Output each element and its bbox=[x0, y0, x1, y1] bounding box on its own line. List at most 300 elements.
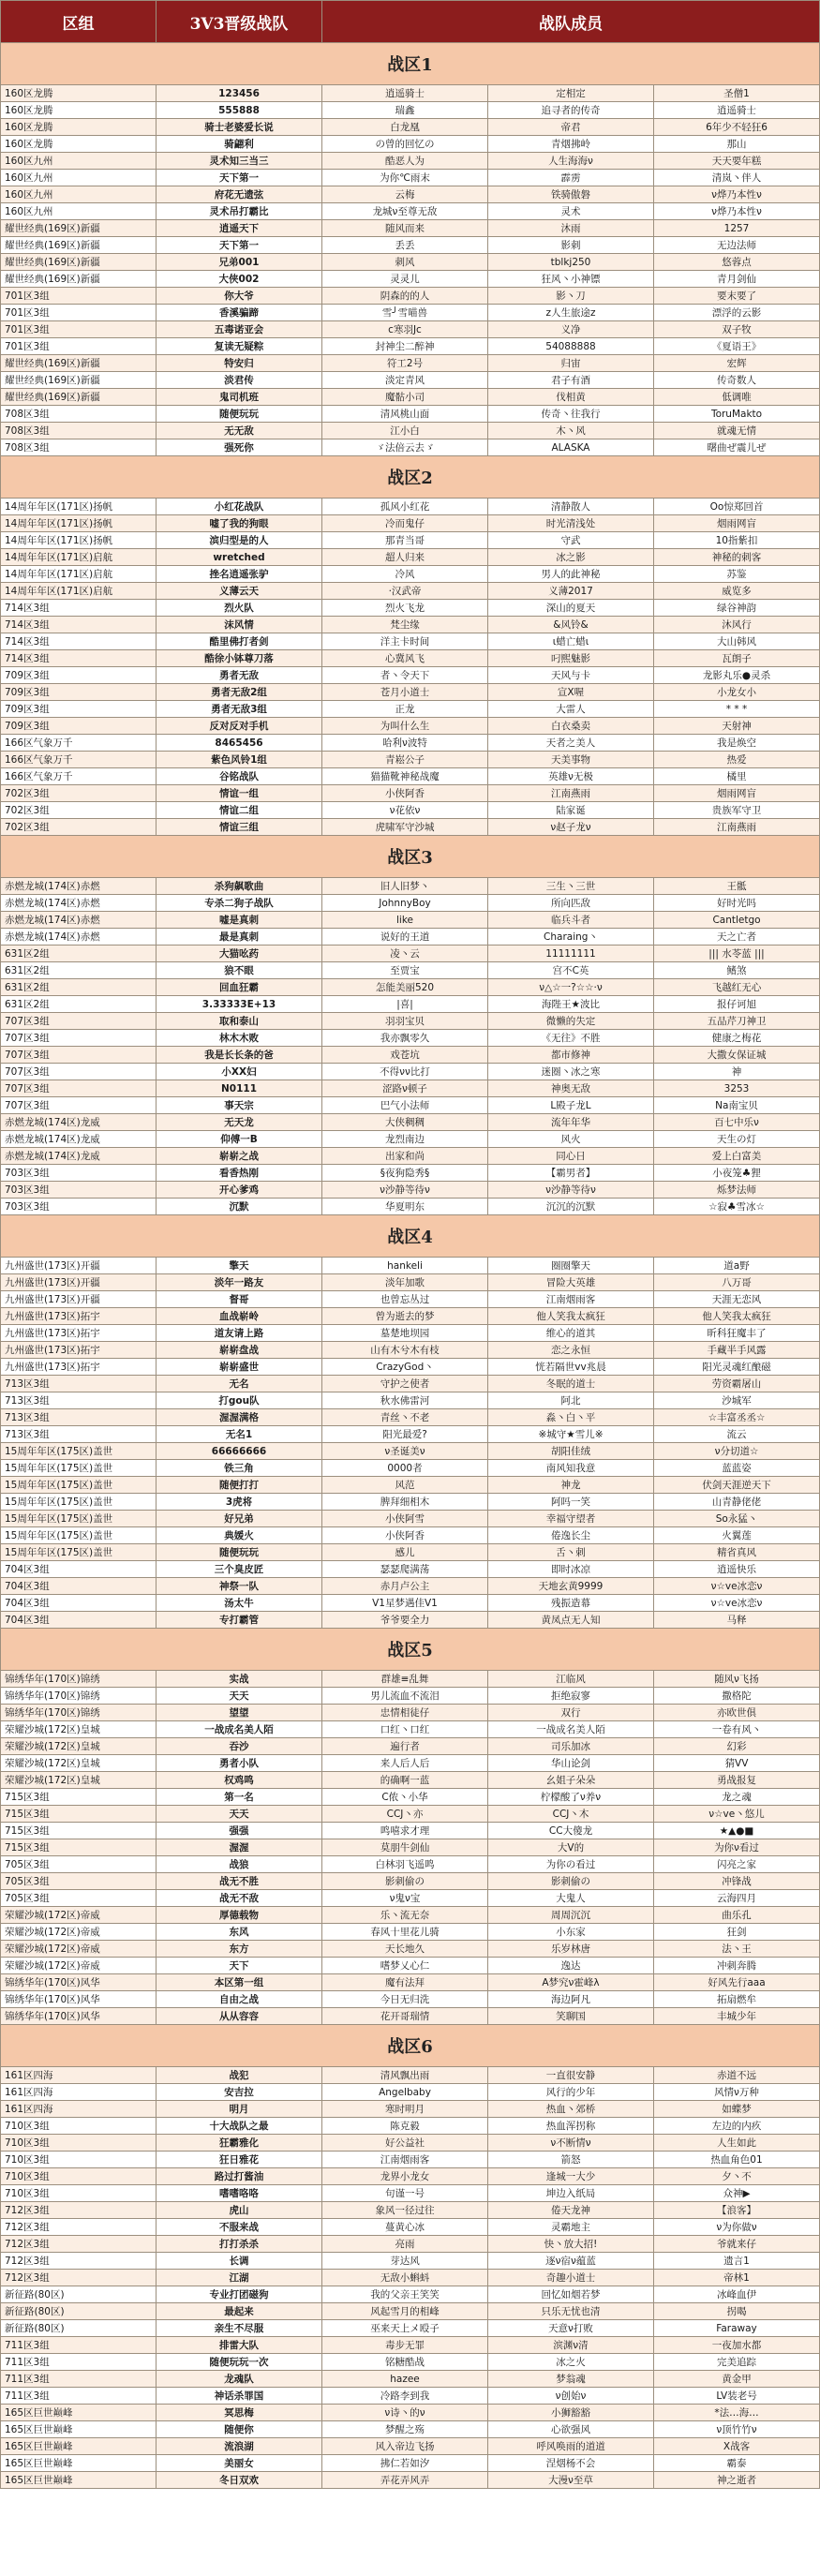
member-cell: 奇趣小道士 bbox=[488, 2270, 654, 2286]
member-cell: ToruMakto bbox=[654, 406, 820, 423]
member-cell: 君子有酒 bbox=[488, 372, 654, 389]
team-row bbox=[1, 1941, 820, 1958]
server-cell: 15周年年区(175区)盖世 bbox=[1, 1477, 157, 1494]
server-cell: 赤燃龙城(174区)赤燃 bbox=[1, 929, 157, 946]
team-name-cell: 打打杀杀 bbox=[157, 2236, 322, 2253]
member-cell: 就魂无情 bbox=[654, 423, 820, 439]
team-row bbox=[1, 2371, 820, 2388]
server-cell: 160区九州 bbox=[1, 186, 157, 203]
member-cell: 清岚丶伴人 bbox=[654, 170, 820, 186]
server-cell: 702区3组 bbox=[1, 819, 157, 836]
server-cell: 160区龙腾 bbox=[1, 102, 157, 119]
team-row bbox=[1, 2135, 820, 2152]
team-row bbox=[1, 895, 820, 912]
team-row bbox=[1, 119, 820, 136]
member-cell: 铭糖酷战 bbox=[322, 2354, 488, 2371]
team-name-cell: 汤太牛 bbox=[157, 1595, 322, 1612]
member-cell: 为你℃雨末 bbox=[322, 170, 488, 186]
member-cell: 回忆如烟若梦 bbox=[488, 2286, 654, 2303]
member-cell: 猜VV bbox=[654, 1755, 820, 1772]
member-cell: 热爱 bbox=[654, 752, 820, 768]
member-cell: 阿吗一笑 bbox=[488, 1494, 654, 1511]
member-cell: 倦逸长尘 bbox=[488, 1527, 654, 1544]
member-cell: 曲乐孔 bbox=[654, 1907, 820, 1924]
server-cell: 711区3组 bbox=[1, 2337, 157, 2354]
member-cell: 冰之火 bbox=[488, 2354, 654, 2371]
member-cell: ||| 水苓蓝 ||| bbox=[654, 946, 820, 962]
member-cell: hankeli bbox=[322, 1258, 488, 1274]
server-cell: 166区气象万千 bbox=[1, 768, 157, 785]
member-cell: 猫猫靴神秘战魔 bbox=[322, 768, 488, 785]
member-cell: 大鬼人 bbox=[488, 1890, 654, 1907]
team-row bbox=[1, 718, 820, 735]
team-row bbox=[1, 2152, 820, 2168]
member-cell: 10指紫扣 bbox=[654, 532, 820, 549]
team-row bbox=[1, 1114, 820, 1131]
member-cell: ν☆ve冰恋ν bbox=[654, 1578, 820, 1595]
member-cell: 百七中乐ν bbox=[654, 1114, 820, 1131]
member-cell: 江南烟雨客 bbox=[322, 2152, 488, 2168]
member-cell: 心冀风飞 bbox=[322, 650, 488, 667]
team-name-cell: 大侠002 bbox=[157, 271, 322, 288]
member-cell: 神 bbox=[654, 1064, 820, 1080]
team-row bbox=[1, 1409, 820, 1426]
member-cell: 伏剑天涯逆天下 bbox=[654, 1477, 820, 1494]
server-cell: 701区3组 bbox=[1, 338, 157, 355]
member-cell: 时光清浅处 bbox=[488, 515, 654, 532]
member-cell: 撒格陀 bbox=[654, 1688, 820, 1705]
member-cell: 报仔诃旭 bbox=[654, 996, 820, 1013]
member-cell: 勇战报复 bbox=[654, 1772, 820, 1789]
team-name-cell: 你大爷 bbox=[157, 288, 322, 305]
team-name-cell: 淡君传 bbox=[157, 372, 322, 389]
team-name-cell: 望望 bbox=[157, 1705, 322, 1721]
team-name-cell: 挫名逍遥张驴 bbox=[157, 566, 322, 583]
team-name-cell: 亲生不尽服 bbox=[157, 2320, 322, 2337]
member-cell: 【霸男者】 bbox=[488, 1165, 654, 1182]
member-cell: 白衣桑卖 bbox=[488, 718, 654, 735]
member-cell: 梦醒之殇 bbox=[322, 2421, 488, 2438]
team-name-cell: 龙魂队 bbox=[157, 2371, 322, 2388]
team-name-cell: 紫色风铃1组 bbox=[157, 752, 322, 768]
member-cell: 江南烟雨客 bbox=[488, 1291, 654, 1308]
member-cell: 飞越红无心 bbox=[654, 979, 820, 996]
member-cell: 遍行者 bbox=[322, 1738, 488, 1755]
server-cell: 赤燃龙城(174区)赤燃 bbox=[1, 878, 157, 895]
server-cell: 15周年年区(175区)盖世 bbox=[1, 1460, 157, 1477]
server-cell: 631区2组 bbox=[1, 996, 157, 1013]
member-cell: 一夜加水都 bbox=[654, 2337, 820, 2354]
member-cell: 法丶王 bbox=[654, 1941, 820, 1958]
member-cell: 同心日 bbox=[488, 1148, 654, 1165]
team-name-cell: 冬日双欢 bbox=[157, 2472, 322, 2489]
member-cell: 嗜梦乂心仁 bbox=[322, 1958, 488, 1974]
member-cell: 随风而来 bbox=[322, 220, 488, 237]
team-name-cell: 灵术吊打霸比 bbox=[157, 203, 322, 220]
team-row bbox=[1, 1258, 820, 1274]
member-cell: 悠蓉点 bbox=[654, 254, 820, 271]
team-name-cell: 逍遥天下 bbox=[157, 220, 322, 237]
server-cell: 715区3组 bbox=[1, 1823, 157, 1839]
team-name-cell: 随便玩玩 bbox=[157, 1544, 322, 1561]
team-row bbox=[1, 1991, 820, 2008]
team-name-cell: 酷徐小钵尊刀落 bbox=[157, 650, 322, 667]
server-cell: 708区3组 bbox=[1, 423, 157, 439]
member-cell: 戏苍坑 bbox=[322, 1047, 488, 1064]
team-name-cell: 天下 bbox=[157, 1958, 322, 1974]
server-cell: 锦绣华年(170区)风华 bbox=[1, 1974, 157, 1991]
member-cell: 白林羽飞遥鸣 bbox=[322, 1856, 488, 1873]
team-row bbox=[1, 2270, 820, 2286]
member-cell: 胡阳佳绒 bbox=[488, 1443, 654, 1460]
team-name-cell: 嗜嗜咯咯 bbox=[157, 2185, 322, 2202]
member-cell: 烟雨网盲 bbox=[654, 515, 820, 532]
member-cell: 狂风丶小神镖 bbox=[488, 271, 654, 288]
server-cell: 165区巨世巅峰 bbox=[1, 2421, 157, 2438]
team-row bbox=[1, 1671, 820, 1688]
team-name-cell: 小XX妇 bbox=[157, 1064, 322, 1080]
member-cell: 青丝丶不老 bbox=[322, 1409, 488, 1426]
server-cell: 荣耀沙城(172区)帝威 bbox=[1, 1907, 157, 1924]
member-cell: 爷爷要全力 bbox=[322, 1612, 488, 1629]
server-cell: 704区3组 bbox=[1, 1612, 157, 1629]
member-cell: 快丶放大招! bbox=[488, 2236, 654, 2253]
server-cell: 705区3组 bbox=[1, 1873, 157, 1890]
team-name-cell: 勇者无敌2组 bbox=[157, 684, 322, 701]
member-cell: 闪亮之家 bbox=[654, 1856, 820, 1873]
server-cell: 160区九州 bbox=[1, 170, 157, 186]
member-cell: 马释 bbox=[654, 1612, 820, 1629]
team-row bbox=[1, 819, 820, 836]
team-row bbox=[1, 1013, 820, 1030]
member-cell: §夜狗隐秀§ bbox=[322, 1165, 488, 1182]
team-name-cell: 随便你 bbox=[157, 2421, 322, 2438]
member-cell: ALASKA bbox=[488, 439, 654, 456]
roster-body bbox=[1, 43, 820, 2489]
team-row bbox=[1, 2320, 820, 2337]
member-cell: 赤道不远 bbox=[654, 2067, 820, 2084]
server-cell: 锦绣华年(170区)风华 bbox=[1, 2008, 157, 2025]
team-name-cell: 嘘了我的狗眼 bbox=[157, 515, 322, 532]
server-cell: 712区3组 bbox=[1, 2202, 157, 2219]
server-cell: 165区巨世巅峰 bbox=[1, 2438, 157, 2455]
server-cell: 161区四海 bbox=[1, 2101, 157, 2118]
member-cell: 神龙 bbox=[488, 1477, 654, 1494]
member-cell: 天涯无恋风 bbox=[654, 1291, 820, 1308]
member-cell: 龙城ν至尊无敌 bbox=[322, 203, 488, 220]
team-row bbox=[1, 583, 820, 600]
team-row bbox=[1, 1359, 820, 1376]
member-cell: 春风十里花儿骑 bbox=[322, 1924, 488, 1941]
team-row bbox=[1, 2202, 820, 2219]
section-title: 战区5 bbox=[1, 1629, 820, 1671]
team-row bbox=[1, 372, 820, 389]
team-name-cell: 一战成名美人陌 bbox=[157, 1721, 322, 1738]
team-name-cell: 道友请上路 bbox=[157, 1325, 322, 1342]
member-cell: JohnnyBoy bbox=[322, 895, 488, 912]
member-cell: 宣X喔 bbox=[488, 684, 654, 701]
team-name-cell: 虎山 bbox=[157, 2202, 322, 2219]
member-cell: 天意ν打败 bbox=[488, 2320, 654, 2337]
team-name-cell: 狂霸雅化 bbox=[157, 2135, 322, 2152]
member-cell: 乐丶流无奈 bbox=[322, 1907, 488, 1924]
server-cell: 712区3组 bbox=[1, 2253, 157, 2270]
team-name-cell: 义薄云天 bbox=[157, 583, 322, 600]
member-cell: 为你の看过 bbox=[488, 1856, 654, 1873]
team-row bbox=[1, 532, 820, 549]
team-row bbox=[1, 2438, 820, 2455]
member-cell: 冬眠的道士 bbox=[488, 1376, 654, 1392]
team-row bbox=[1, 1182, 820, 1199]
team-row bbox=[1, 878, 820, 895]
team-row bbox=[1, 355, 820, 372]
team-row bbox=[1, 1806, 820, 1823]
member-cell: 怎能美丽520 bbox=[322, 979, 488, 996]
member-cell: 烈火飞龙 bbox=[322, 600, 488, 617]
member-cell: 正龙 bbox=[322, 701, 488, 718]
member-cell: 江小白 bbox=[322, 423, 488, 439]
server-cell: 14周年年区(171区)扬帆 bbox=[1, 515, 157, 532]
section-title: 战区1 bbox=[1, 43, 820, 85]
member-cell: 亮雨 bbox=[322, 2236, 488, 2253]
team-name-cell: 123456 bbox=[157, 85, 322, 102]
server-cell: 新征路(80区) bbox=[1, 2286, 157, 2303]
member-cell: 风火 bbox=[488, 1131, 654, 1148]
team-row bbox=[1, 1274, 820, 1291]
member-cell: 洋主卡时间 bbox=[322, 633, 488, 650]
member-cell: 霹雳 bbox=[488, 170, 654, 186]
server-cell: 15周年年区(175区)盖世 bbox=[1, 1494, 157, 1511]
team-name-cell: 实战 bbox=[157, 1671, 322, 1688]
member-cell: 义薄2017 bbox=[488, 583, 654, 600]
team-name-cell: 天下第一 bbox=[157, 237, 322, 254]
team-name-cell: 五毒诺亚会 bbox=[157, 321, 322, 338]
member-cell: 王骶 bbox=[654, 878, 820, 895]
member-cell: ν赵子龙ν bbox=[488, 819, 654, 836]
member-cell: 陈克毅 bbox=[322, 2118, 488, 2135]
member-cell: 沙城军 bbox=[654, 1392, 820, 1409]
member-cell: 华山论剑 bbox=[488, 1755, 654, 1772]
team-row bbox=[1, 1148, 820, 1165]
server-cell: 赤燃龙城(174区)龙威 bbox=[1, 1131, 157, 1148]
member-cell: 拒绝寂寥 bbox=[488, 1688, 654, 1705]
member-cell: 拐喝 bbox=[654, 2303, 820, 2320]
team-row bbox=[1, 2354, 820, 2371]
member-cell: ι蜡亡蜡ι bbox=[488, 633, 654, 650]
team-name-cell: 厚德载物 bbox=[157, 1907, 322, 1924]
team-name-cell: 小红花战队 bbox=[157, 499, 322, 515]
member-cell: 阳光最爱? bbox=[322, 1426, 488, 1443]
team-row bbox=[1, 1578, 820, 1595]
member-cell: A梦究ν霍峰λ bbox=[488, 1974, 654, 1991]
member-cell: 一卷有风丶 bbox=[654, 1721, 820, 1738]
team-name-cell: 典媛火 bbox=[157, 1527, 322, 1544]
team-row bbox=[1, 768, 820, 785]
team-row bbox=[1, 633, 820, 650]
member-cell: Cantletgo bbox=[654, 912, 820, 929]
member-cell: 帝君 bbox=[488, 119, 654, 136]
team-name-cell: 战无不胜 bbox=[157, 1873, 322, 1890]
member-cell: 一战成名美人陌 bbox=[488, 1721, 654, 1738]
team-row bbox=[1, 2337, 820, 2354]
team-name-cell: 无无敌 bbox=[157, 423, 322, 439]
member-cell: 好风先行aaa bbox=[654, 1974, 820, 1991]
team-name-cell: 反对反对手机 bbox=[157, 718, 322, 735]
member-cell: 风起雪月的相峰 bbox=[322, 2303, 488, 2320]
server-cell: 715区3组 bbox=[1, 1789, 157, 1806]
team-row bbox=[1, 1080, 820, 1097]
team-row bbox=[1, 1131, 820, 1148]
team-row bbox=[1, 650, 820, 667]
member-cell: 感儿 bbox=[322, 1544, 488, 1561]
member-cell: 曙曲ぜ震儿ぜ bbox=[654, 439, 820, 456]
member-cell: 幺姐子朵朵 bbox=[488, 1772, 654, 1789]
member-cell: 孤风小红花 bbox=[322, 499, 488, 515]
team-row bbox=[1, 288, 820, 305]
team-name-cell: 3虎将 bbox=[157, 1494, 322, 1511]
member-cell: 脾拜细相木 bbox=[322, 1494, 488, 1511]
member-cell: 寒时明月 bbox=[322, 2101, 488, 2118]
server-cell: 荣耀沙城(172区)帝威 bbox=[1, 1958, 157, 1974]
member-cell: 不得νν比打 bbox=[322, 1064, 488, 1080]
team-name-cell: 长调 bbox=[157, 2253, 322, 2270]
member-cell: 凌丶云 bbox=[322, 946, 488, 962]
team-name-cell: 烈火队 bbox=[157, 600, 322, 617]
team-name-cell: 渥渥 bbox=[157, 1839, 322, 1856]
team-name-cell: 最是真刺 bbox=[157, 929, 322, 946]
team-name-cell: 看香热刚 bbox=[157, 1165, 322, 1182]
member-cell: 归宙 bbox=[488, 355, 654, 372]
team-row bbox=[1, 1924, 820, 1941]
header-team: 3V3晋级战队 bbox=[157, 1, 322, 43]
team-name-cell: 情谊一组 bbox=[157, 785, 322, 802]
server-cell: 711区3组 bbox=[1, 2371, 157, 2388]
member-cell: 冰峰血伊 bbox=[654, 2286, 820, 2303]
member-cell: 至贾宝 bbox=[322, 962, 488, 979]
team-row bbox=[1, 2472, 820, 2489]
member-cell: 淡年加歌 bbox=[322, 1274, 488, 1291]
team-row bbox=[1, 2101, 820, 2118]
team-name-cell: 专杀二狗子战队 bbox=[157, 895, 322, 912]
team-name-cell: 强死你 bbox=[157, 439, 322, 456]
team-row bbox=[1, 1165, 820, 1182]
member-cell: 双行 bbox=[488, 1705, 654, 1721]
team-row bbox=[1, 979, 820, 996]
member-cell: 风情ν万种 bbox=[654, 2084, 820, 2101]
server-cell: 707区3组 bbox=[1, 1064, 157, 1080]
team-name-cell: 沫风情 bbox=[157, 617, 322, 633]
member-cell: 淡定青风 bbox=[322, 372, 488, 389]
server-cell: 165区巨世巅峰 bbox=[1, 2472, 157, 2489]
server-cell: 九州盛世(173区)拓宇 bbox=[1, 1359, 157, 1376]
member-cell: 阴森的的人 bbox=[322, 288, 488, 305]
team-name-cell: 第一名 bbox=[157, 1789, 322, 1806]
member-cell: 魔骷小司 bbox=[322, 389, 488, 406]
server-cell: 耀世经典(169区)新疆 bbox=[1, 271, 157, 288]
team-row bbox=[1, 912, 820, 929]
team-name-cell: 特安归 bbox=[157, 355, 322, 372]
member-cell: 赤月卢公主 bbox=[322, 1578, 488, 1595]
team-row bbox=[1, 1561, 820, 1578]
member-cell: 霸泰 bbox=[654, 2455, 820, 2472]
team-row bbox=[1, 1342, 820, 1359]
member-cell: 道a野 bbox=[654, 1258, 820, 1274]
team-name-cell: 狂日雅花 bbox=[157, 2152, 322, 2168]
server-cell: 耀世经典(169区)新疆 bbox=[1, 254, 157, 271]
member-cell: 微懒的失定 bbox=[488, 1013, 654, 1030]
member-cell: 丰城少年 bbox=[654, 2008, 820, 2025]
server-cell: 708区3组 bbox=[1, 439, 157, 456]
team-row bbox=[1, 1890, 820, 1907]
member-cell: 逐ν宿ν蕴蓝 bbox=[488, 2253, 654, 2270]
member-cell: &风铃& bbox=[488, 617, 654, 633]
member-cell: 清风桃山面 bbox=[322, 406, 488, 423]
member-cell: 圣僧1 bbox=[654, 85, 820, 102]
member-cell: 帝林1 bbox=[654, 2270, 820, 2286]
member-cell: 风行的少年 bbox=[488, 2084, 654, 2101]
server-cell: 705区3组 bbox=[1, 1890, 157, 1907]
server-cell: 九州盛世(173区)拓宇 bbox=[1, 1308, 157, 1325]
server-cell: 锦绣华年(170区)锦绣 bbox=[1, 1688, 157, 1705]
member-cell: 丢丢 bbox=[322, 237, 488, 254]
member-cell: 沉沉的沉默 bbox=[488, 1199, 654, 1215]
team-name-cell: 不服来战 bbox=[157, 2219, 322, 2236]
server-cell: 704区3组 bbox=[1, 1595, 157, 1612]
team-name-cell: 无天龙 bbox=[157, 1114, 322, 1131]
member-cell: 鳍煞 bbox=[654, 962, 820, 979]
server-cell: 712区3组 bbox=[1, 2236, 157, 2253]
member-cell: 毒步无罪 bbox=[322, 2337, 488, 2354]
member-cell: 幸福守望者 bbox=[488, 1511, 654, 1527]
server-cell: 荣耀沙城(172区)皇城 bbox=[1, 1755, 157, 1772]
server-cell: 713区3组 bbox=[1, 1376, 157, 1392]
team-name-cell: 专业打团磁狗 bbox=[157, 2286, 322, 2303]
section-title: 战区6 bbox=[1, 2025, 820, 2067]
member-cell: ·汉武帝 bbox=[322, 583, 488, 600]
member-cell: 涩路ν顿子 bbox=[322, 1080, 488, 1097]
team-row bbox=[1, 1392, 820, 1409]
server-cell: 160区九州 bbox=[1, 203, 157, 220]
team-row bbox=[1, 2185, 820, 2202]
server-cell: 707区3组 bbox=[1, 1047, 157, 1064]
member-cell: ν创始ν bbox=[488, 2388, 654, 2405]
member-cell: 天射神 bbox=[654, 718, 820, 735]
member-cell: 芽达风 bbox=[322, 2253, 488, 2270]
team-row bbox=[1, 701, 820, 718]
server-cell: 710区3组 bbox=[1, 2185, 157, 2202]
member-cell: ゞ法倍云去ゞ bbox=[322, 439, 488, 456]
member-cell: ν☆ve丶悠儿 bbox=[654, 1806, 820, 1823]
team-name-cell: 东方 bbox=[157, 1941, 322, 1958]
member-cell: 义净 bbox=[488, 321, 654, 338]
server-cell: 荣耀沙城(172区)皇城 bbox=[1, 1772, 157, 1789]
team-name-cell: 鬼司机班 bbox=[157, 389, 322, 406]
member-cell: 烁梦法师 bbox=[654, 1182, 820, 1199]
member-cell: 那青当哥 bbox=[322, 532, 488, 549]
member-cell: 圈圈擎天 bbox=[488, 1258, 654, 1274]
team-name-cell: 渥渥满格 bbox=[157, 1409, 322, 1426]
team-row bbox=[1, 136, 820, 153]
member-cell: 宫不C英 bbox=[488, 962, 654, 979]
team-row bbox=[1, 237, 820, 254]
team-name-cell: 沉默 bbox=[157, 1199, 322, 1215]
team-row bbox=[1, 1030, 820, 1047]
member-cell: 江临风 bbox=[488, 1671, 654, 1688]
team-row bbox=[1, 1199, 820, 1215]
member-cell: 冲锋战 bbox=[654, 1873, 820, 1890]
team-name-cell: 大猫吆药 bbox=[157, 946, 322, 962]
server-cell: 708区3组 bbox=[1, 406, 157, 423]
